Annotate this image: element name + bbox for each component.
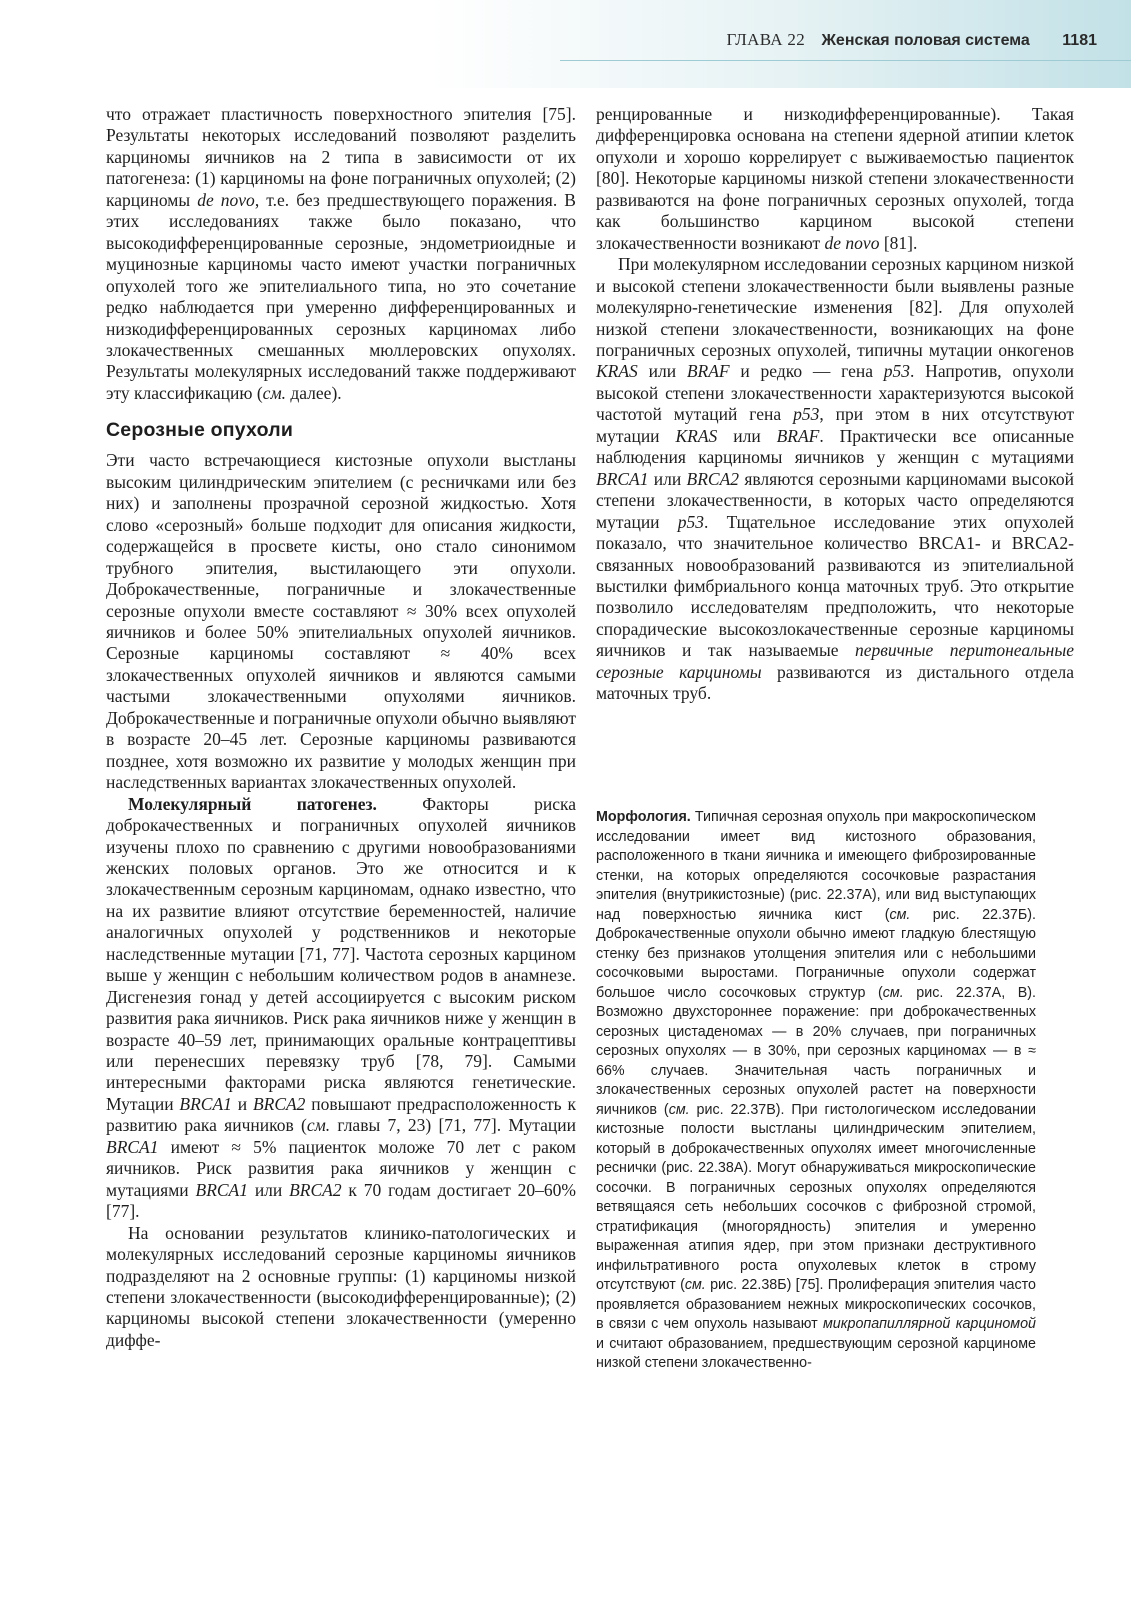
paragraph-morphology: Морфология. Типичная серозная опухоль при макроскопическом исследовании имеет вид кистозного образования, расположенного в ткани яичника и имеющего фиброзированные стенки, на которых определяются сосочковые разрастания эпителия (внутрикистозные) (рис. 22.37А), или вид выступающих над поверхностью яичника кист (см. рис. 22.37Б). Доброкачественные опухоли обычно имеют гладкую блестящую стенку без признаков утолщения эпителия или с небольшими сосочковыми выростами. Пограничные опухоли содержат большое число сосочковых структур (см. рис. 22.37А, В). Возможно двухстороннее поражение: при доброкачественных серозных цистаденомах — в 20% случаев, при пограничных серозных опухолях — в 30%, при серозных карциномах — в ≈ 66% случаев. Значительная часть пограничных и злокачественных серозных опухолей растет на поверхности яичников (см. рис. 22.37В). При гистологическом исследовании кистозные полости выстланы цилиндрическим эпителием, который в доброкачественных опухолях имеет многочисленные реснички (рис. 22.38А). Могут обнаруживаться микроскопические сосочки. В пограничных серозных опухолях определяются ветвящаяся сеть небольших сосочков с фиброзной стромой, стратификация (многорядность) эпителия и умеренно выраженная атипия ядер, при этом признаки деструктивного инфильтративного роста опухолевых клеток в строму отсутствуют (см. рис. 22.38Б) [75]. Пролиферация эпителия часто проявляется образованием нежных микроскопических сосочков, в связи с чем опухоль называют микропапиллярной карциномой и считают образованием, предшествующим серозной карциноме низкой степени злокачественно- — [596, 809, 1037, 1371]
morphology-block — [596, 808, 1036, 1374]
section-heading-serous-tumors: Серозные опухоли — [106, 419, 294, 442]
left-column — [106, 104, 576, 1351]
paragraph-serous-description: Эти часто встречающиеся кистозные опухоли выстланы высоким цилиндрическим эпителием (с ресничками или без них) и заполнены прозрачной серозной жидкостью. Хотя слово «серозный» больше подходит для описания жидкости, содержащейся в просвете кисты, оно стало синонимом трубного эпителия, выстилающего эти опухоли. Доброкачественные, пограничные и злокачественные серозные опухоли вместе составляют ≈ 30% всех опухолей яичников и более 50% эпителиальных опухолей яичников. Серозные карциномы составляют ≈ 40% всех злокачественных опухолей яичников и являются самыми частыми злокачественными опухолями яичников. Доброкачественные и пограничные опухоли обычно выявляют в возрасте 20–45 лет. Серозные карциномы развиваются позднее, хотя возможно их развитие у молодых женщин при наследственных вариантах злокачественных опухолей. — [106, 450, 576, 793]
running-header — [726, 30, 1097, 50]
chapter-label: ГЛАВА 22 — [726, 30, 806, 49]
paragraph-pathogenesis-intro: что отражает пластичность поверхностного эпителия [75]. Результаты некоторых исследований позволяют разделить карциномы яичников на 2 типа в зависимости от их патогенеза: (1) карциномы на фоне пограничных опухолей; (2) карциномы de novo, т.е. без предшествующего поражения. В этих исследованиях также было показано, что высокодифференцированные серозные, эндометриоидные и муцинозные карциномы часто имеют участки пограничных опухолей того же эпителиального типа, но это сочетание редко наблюдается при умеренно дифференцированных и низкодифференцированных серозных карциномах либо злокачественных смешанных мюллеровских опухолях. Результаты молекулярных исследований также поддерживают эту классификацию (см. далее). — [106, 104, 576, 403]
header-rule — [560, 60, 1131, 61]
runin-heading-morphology: Морфология. — [596, 809, 691, 825]
runin-heading-molecular: Молекулярный патогенез. — [128, 793, 377, 814]
right-column — [596, 104, 1074, 705]
paragraph-classification: На основании результатов клинико-патологических и молекулярных исследований серозные карциномы яичников подразделяют на 2 основные группы: (1) карциномы низкой степени злокачественности (высокодифференцированные); (2) карциномы высокой степени злокачественности (умеренно диффе- — [106, 1222, 576, 1350]
section-title: Женская половая система — [821, 32, 1030, 49]
page-number: 1181 — [1062, 32, 1097, 49]
paragraph-molecular-pathogenesis: Молекулярный патогенез. Факторы риска доброкачественных и пограничных опухолей яичников изучены плохо по сравнению с другими новообразованиями женских половых органов. Это же относится и к злокачественным серозным карциномам, однако известно, что на их развитие влияют отсутствие беременностей, наличие аналогичных опухолей у родственников и некоторые наследственные мутации [71, 77]. Частота серозных карцином выше у женщин с небольшим количеством родов в анамнезе. Дисгенезия гонад у детей ассоциируется с высоким риском развития рака яичников. Риск рака яичников ниже у женщин в возрасте 40–59 лет, принимающих оральные контрацептивы или перенесших перевязку труб [78, 79]. Самыми интересными факторами риска являются генетические. Мутации BRCA1 и BRCA2 повышают предрасположенность к развитию рака яичников (см. главы 7, 23) [71, 77]. Мутации BRCA1 имеют ≈ 5% пациенток моложе 70 лет с раком яичников. Риск развития рака яичников у женщин с мутациями BRCA1 или BRCA2 к 70 годам достигает 20–60% [77]. — [106, 793, 576, 1222]
paragraph-differentiation: ренцированные и низкодифференцированные). Такая дифференцировка основана на степени ядерной атипии клеток опухоли и хорошо коррелирует с выживаемостью пациенток [80]. Некоторые карциномы низкой степени злокачественности развиваются на фоне пограничных серозных опухолей, тогда как большинство карцином высокой степени злокачественности возникают de novo [81]. — [596, 104, 1074, 253]
paragraph-molecular-findings: При молекулярном исследовании серозных карцином низкой и высокой степени злокачественности были выявлены разные молекулярно-генетические изменения [82]. Для опухолей низкой степени злокачественности, возникающих на фоне пограничных серозных опухолей, типичны мутации онкогенов KRAS или BRAF и редко — гена p53. Напротив, опухоли высокой степени злокачественности характеризуются высокой частотой мутаций гена p53, при этом в них отсутствуют мутации KRAS или BRAF. Практически все описанные наблюдения карциномы яичников у женщин с мутациями BRCA1 или BRCA2 являются серозными карциномами высокой степени злокачественности, в которых часто определяются мутации p53. Тщательное исследование этих опухолей показало, что значительное количество BRCA1- и BRCA2-связанных новообразований развиваются из эпителиальной выстилки фимбриального конца маточных труб. Это открытие позволило исследователям предположить, что некоторые спорадические высокозлокачественные серозные карциномы яичников и так называемые первичные перитонеальные серозные карциномы развиваются из дистального отдела маточных труб. — [596, 254, 1074, 704]
